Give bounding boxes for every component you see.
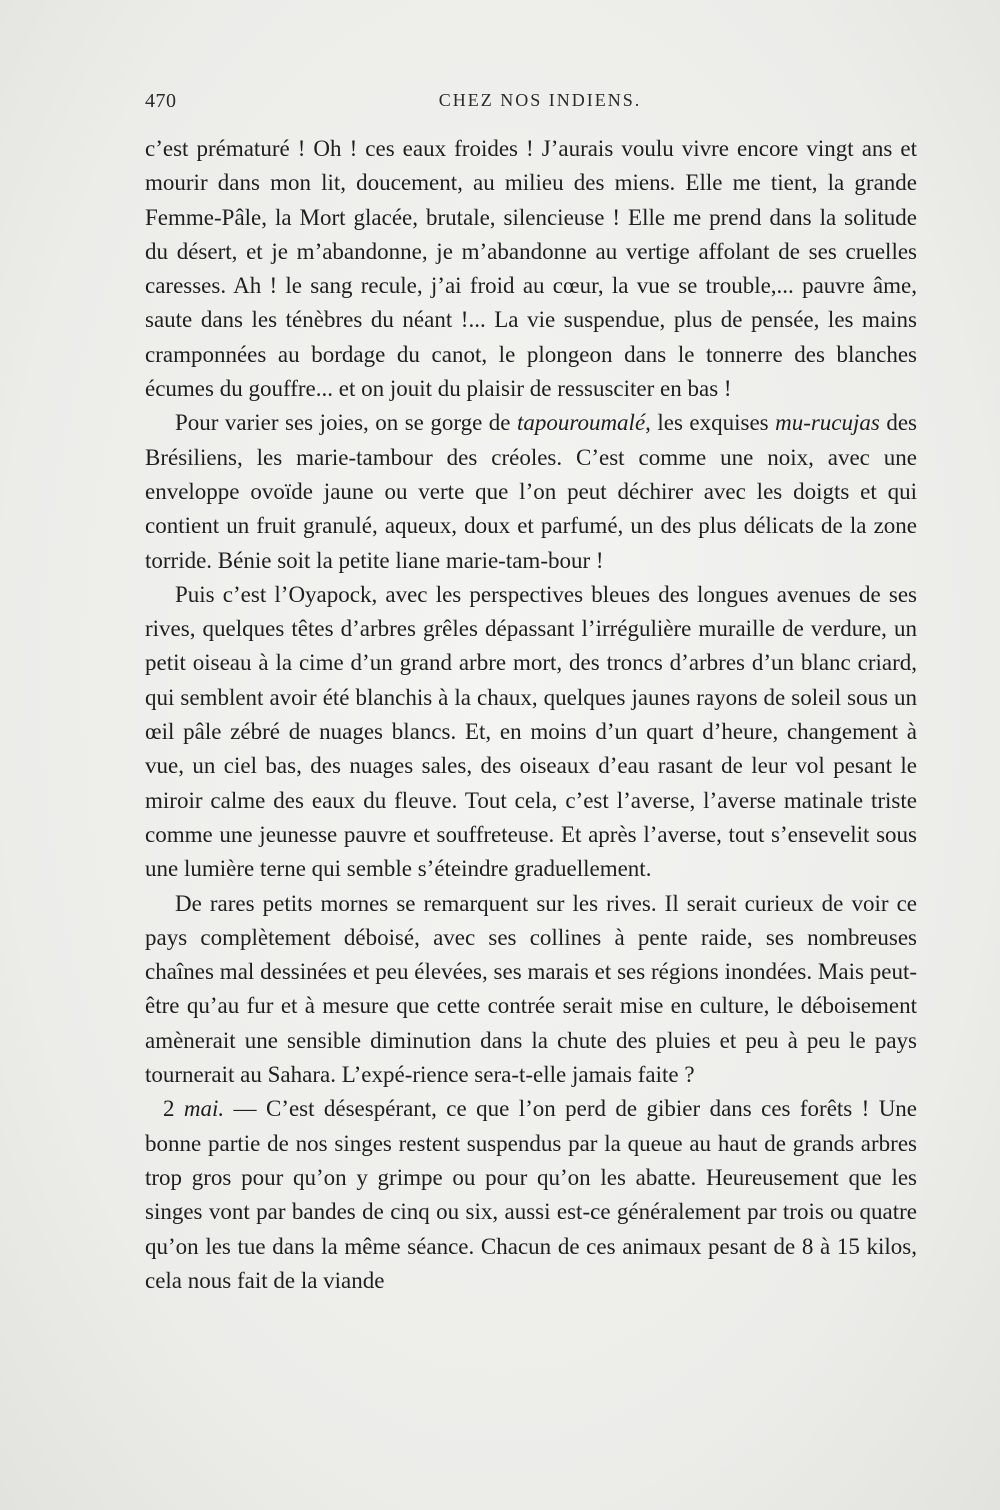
page-number: 470 (145, 90, 177, 112)
paragraph-text: De rares petits mornes se remarquent sur les rives. Il serait curieux de voir ce pays complètement déboisé, avec ses collines à pente raide, ses nombreuses chaînes mal dessinées et peu élevées, ses marais et ses régions inondées. Mais peut-être qu’au fur et à mesure que cette contrée serait mise en culture, le déboisement amènerait une sensible diminution dans la chute des pluies et peu à peu le pays tournerait au Sahara. L’expé-rience sera-t-elle jamais faite ? (145, 890, 917, 1088)
paragraph-text: 2 (163, 1096, 184, 1122)
paragraph (145, 887, 917, 1093)
italic-term: tapouroumalé (516, 410, 646, 436)
paragraph-text: , les exquises (645, 410, 776, 436)
paragraph-text: des Brésiliens, les marie-tambour des créoles. C’est comme une noix, avec une enveloppe ovoïde jaune ou verte que l’on peut déchirer avec les doigts et qui contient un fruit granulé, aqueux, doux et parfumé, un des plus délicats de la zone torride. Bénie soit la petite liane marie-tam-bour ! (145, 410, 917, 573)
paragraph (145, 132, 917, 406)
paragraph (145, 578, 917, 887)
paragraph-text: c’est prématuré ! Oh ! ces eaux froides ! J’aurais voulu vivre encore vingt ans et mourir dans mon lit, doucement, au milieu des miens. Elle me tient, la grande Femme-Pâle, la Mort glacée, brutale, silencieuse ! Elle me prend dans la solitude du désert, et je m’abandonne, je m’abandonne au vertige affolant de ses cruelles caresses. Ah ! le sang recule, j’ai froid au cœur, la vue se trouble,... pauvre âme, saute dans les ténèbres du néant !... La vie suspendue, plus de pensée, les mains cramponnées au bordage du canot, le plongeon dans le tonnerre des blanches écumes du gouffre... et on jouit du plaisir de ressusciter en bas ! (145, 136, 917, 402)
page-header (145, 90, 915, 120)
body-text (145, 132, 917, 1298)
italic-term: mu-rucujas (775, 410, 880, 436)
italic-date: mai. (183, 1096, 225, 1122)
running-title: CHEZ NOS INDIENS. (438, 90, 642, 110)
paragraph-text: Pour varier ses joies, on se gorge de (175, 410, 517, 436)
paragraph-text: — C’est désespérant, ce que l’on perd de gibier dans ces forêts ! Une bonne partie de nos singes restent suspendus par la queue au haut de grands arbres trop gros pour qu’on y grimpe ou pour qu’on les abatte. Heureusement que les singes vont par bandes de cinq ou six, aussi est-ce généralement par trois ou quatre qu’on les tue dans la même séance. Chacun de ces animaux pesant de 8 à 15 kilos, cela nous fait de la viande (145, 1096, 918, 1293)
paragraph (145, 406, 917, 577)
paragraph-text: Puis c’est l’Oyapock, avec les perspectives bleues des longues avenues de ses rives, quelques têtes d’arbres grêles dépassant l’irrégulière muraille de verdure, un petit oiseau à la cime d’un grand arbre mort, des troncs d’arbres d’un blanc criard, qui semblent avoir été blanchis à la chaux, quelques jaunes rayons de soleil sous un œil pâle zébré de nuages blancs. Et, en moins d’un quart d’heure, changement à vue, un ciel bas, des nuages sales, des oiseaux d’eau rasant de leur vol pesant le miroir calme des eaux du fleuve. Tout cela, c’est l’averse, l’averse matinale triste comme une jeunesse pauvre et souffreteuse. Et après l’averse, tout s’ensevelit sous une lumière terne qui semble s’éteindre graduellement. (145, 581, 917, 882)
paragraph (145, 1092, 917, 1298)
